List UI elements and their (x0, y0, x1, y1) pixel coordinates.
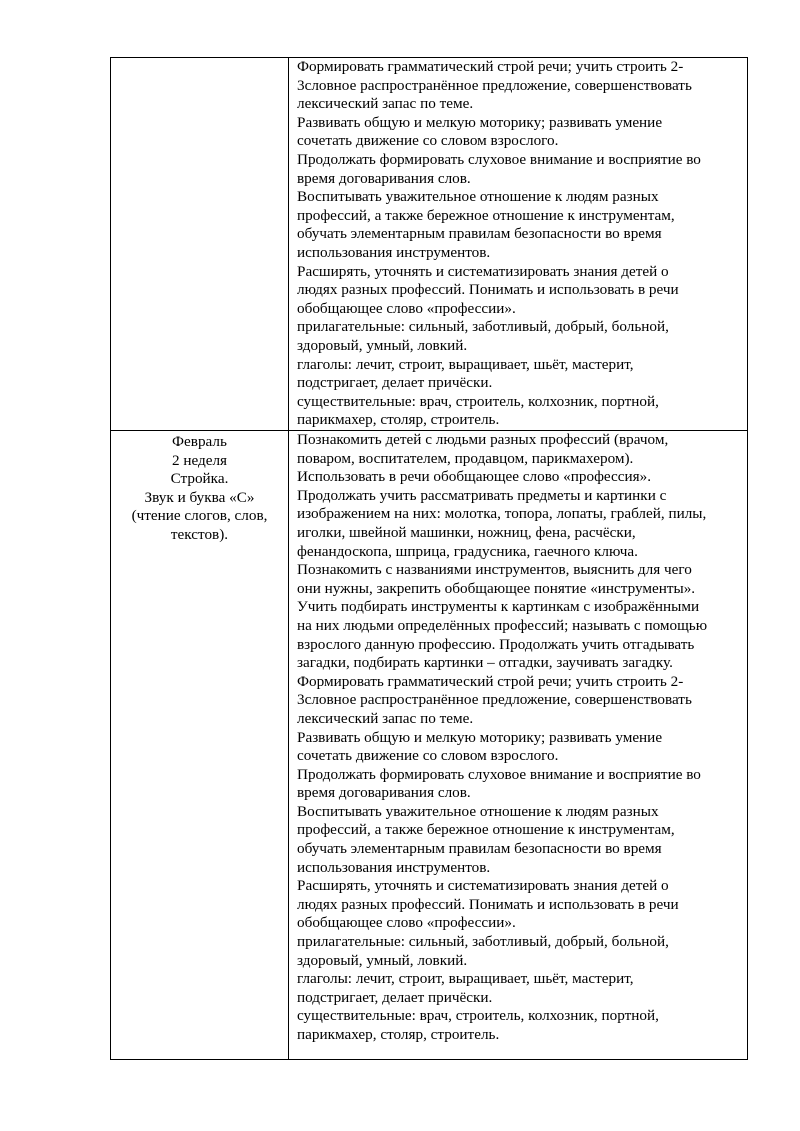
period-line: текстов). (170, 525, 229, 543)
goal-line: глаголы: лечит, строит, выращивает, шьёт, мастерит, (297, 970, 634, 988)
goals-cell (289, 58, 748, 431)
goal-line: обобщающее слово «профессии». (297, 299, 516, 317)
goal-line: Формировать грамматический строй речи; учить строить 2- (297, 58, 684, 75)
goal-line: глаголы: лечит, строит, выращивает, шьёт, мастерит, (297, 355, 634, 373)
goal-line: Познакомить с названиями инструментов, выяснить для чего (297, 561, 692, 579)
goal-line: изображением на них: молотка, топора, лопаты, граблей, пилы, (297, 505, 707, 523)
period-line: Февраль (172, 433, 227, 450)
period-line: Звук и буква «С» (144, 488, 255, 506)
period-line: 2 неделя (171, 451, 228, 469)
goal-line: Продолжать учить рассматривать предметы и картинки с (297, 486, 667, 504)
goal-line: парикмахер, столяр, строитель. (297, 1026, 500, 1043)
goal-line: профессий, а также бережное отношение к инструментам, (297, 206, 675, 224)
period-cell (111, 58, 289, 431)
goal-line: обучать элементарным правилам безопасности во время (297, 225, 662, 243)
goal-line: Учить подбирать инструменты к картинкам с изображёнными (297, 598, 700, 616)
goal-line: Развивать общую и мелкую моторику; развивать умение (297, 113, 663, 131)
goal-line: существительные: врач, строитель, колхозник, портной, (297, 1007, 659, 1025)
goal-line: использования инструментов. (297, 858, 491, 876)
period-text (111, 431, 288, 544)
goal-line: людях разных профессий. Понимать и использовать в речи (297, 895, 679, 913)
period-line: (чтение слогов, слов, (131, 507, 268, 524)
goal-line: поваром, воспитателем, продавцом, парикмахером). (297, 449, 634, 467)
goal-line: 3словное распространённое предложение, совершенствовать (297, 76, 692, 94)
goal-line: Использовать в речи обобщающее слово «профессия». (297, 468, 652, 486)
goal-line: здоровый, умный, ловкий. (297, 951, 468, 969)
goal-line: Продолжать формировать слуховое внимание и восприятие во (297, 765, 701, 783)
goal-line: Расширять, уточнять и систематизировать знания детей о (297, 877, 669, 895)
goals-text (289, 431, 747, 1045)
goal-line: загадки, подбирать картинки – отгадки, заучивать загадку. (297, 654, 673, 672)
goal-line: здоровый, умный, ловкий. (297, 336, 468, 354)
goal-line: профессий, а также бережное отношение к инструментам, (297, 821, 675, 839)
plan-table (110, 57, 748, 1060)
goal-line: сочетать движение со словом взрослого. (297, 132, 559, 150)
table-row (111, 431, 748, 1060)
goals-text (289, 58, 747, 430)
goal-line: лексический запас по теме. (297, 709, 474, 727)
goal-line: подстригает, делает причёски. (297, 374, 493, 392)
goal-line: взрослого данную профессию. Продолжать учить отгадывать (297, 635, 695, 653)
period-cell (111, 431, 289, 1060)
goal-line: обучать элементарным правилам безопасности во время (297, 840, 662, 858)
goal-line: использования инструментов. (297, 243, 491, 261)
goal-line: прилагательные: сильный, заботливый, добрый, больной, (297, 933, 669, 951)
goal-line: парикмахер, столяр, строитель. (297, 411, 500, 429)
goal-line: иголки, швейной машинки, ножниц, фена, расчёски, (297, 523, 636, 541)
goal-line: Познакомить детей с людьми разных профессий (врачом, (297, 431, 669, 448)
goal-line: прилагательные: сильный, заботливый, добрый, больной, (297, 318, 669, 336)
goal-line: Воспитывать уважительное отношение к людям разных (297, 802, 659, 820)
goals-cell (289, 431, 748, 1060)
goal-line: подстригает, делает причёски. (297, 988, 493, 1006)
goal-line: Расширять, уточнять и систематизировать знания детей о (297, 262, 669, 280)
goal-line: они нужны, закрепить обобщающее понятие «инструменты». (297, 579, 696, 597)
table-row (111, 58, 748, 431)
goal-line: сочетать движение со словом взрослого. (297, 747, 559, 765)
goal-line: обобщающее слово «профессии». (297, 914, 516, 932)
period-text (111, 58, 288, 60)
goal-line: существительные: врач, строитель, колхозник, портной, (297, 392, 659, 410)
goal-line: время договаривания слов. (297, 784, 471, 802)
goal-line: на них людьми определённых профессий; называть с помощью (297, 616, 708, 634)
goal-line: Формировать грамматический строй речи; учить строить 2- (297, 672, 684, 690)
goal-line: Развивать общую и мелкую моторику; развивать умение (297, 728, 663, 746)
goal-line: фенандоскопа, шприца, градусника, гаечного ключа. (297, 542, 638, 560)
period-line: Стройка. (170, 470, 229, 487)
goal-line: лексический запас по теме. (297, 95, 474, 113)
goal-line: Воспитывать уважительное отношение к людям разных (297, 188, 659, 206)
goal-line: Продолжать формировать слуховое внимание и восприятие во (297, 150, 701, 168)
goal-line: людях разных профессий. Понимать и использовать в речи (297, 281, 679, 299)
goal-line: 3словное распространённое предложение, совершенствовать (297, 691, 692, 709)
goal-line: время договаривания слов. (297, 169, 471, 187)
